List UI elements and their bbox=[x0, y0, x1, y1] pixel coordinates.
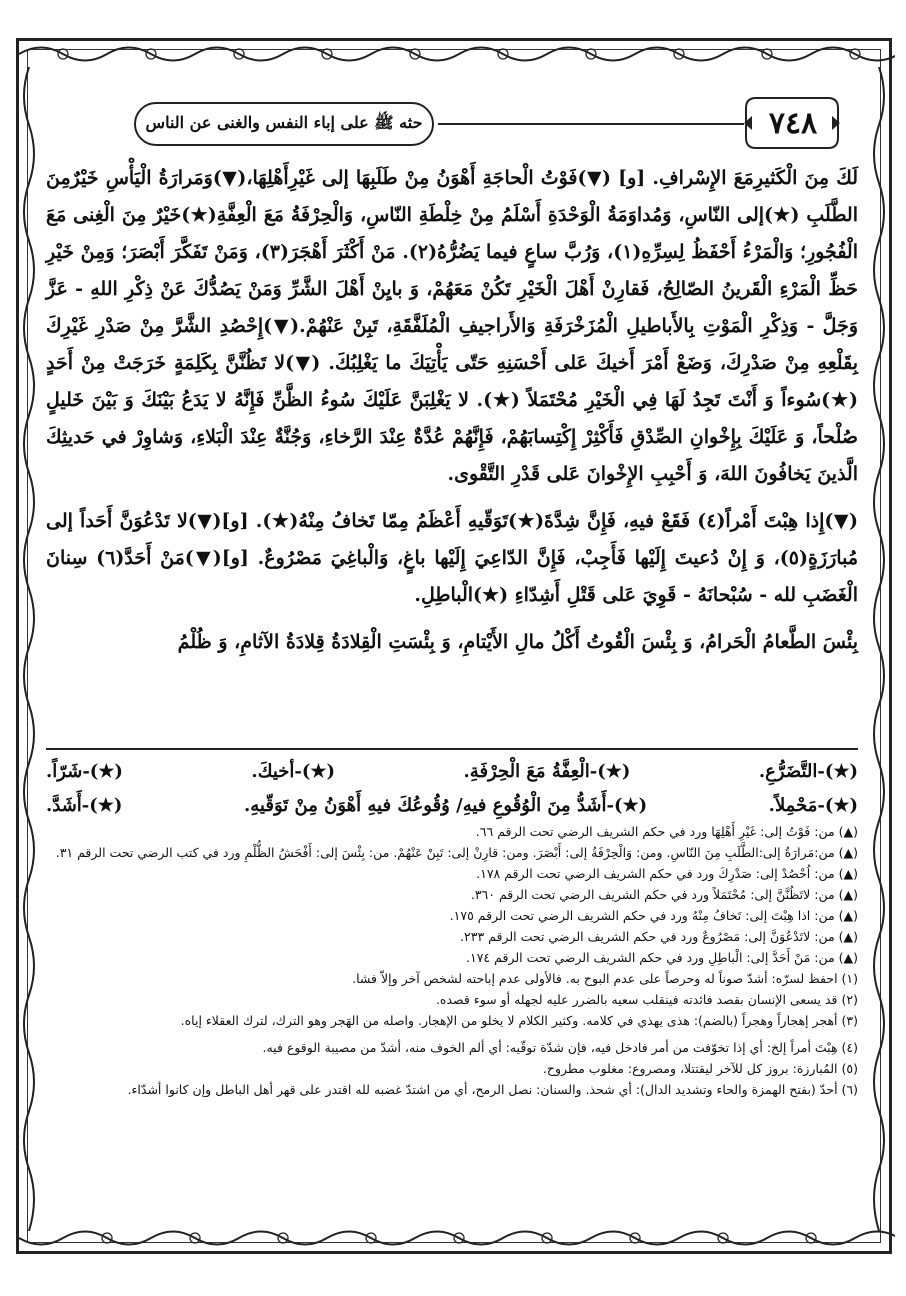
source-note: (▲) من: لاتَظُنَّنَّ إلى: مُحْتَمَلاً ورد في حكم الشريف الرضي تحت الرقم ٣٦٠. bbox=[470, 887, 858, 902]
variants-row-2 bbox=[46, 788, 858, 822]
footnote: (٣) أهجر إهجاراً وهجراً (بالضم): هذى يهذي في كلامه. وكثير الكلام لا يخلو من الإهجار. واصله من الهَجر وهو الترك، لترك العقلاء إياه. bbox=[180, 1013, 858, 1028]
chapter-title: حثه ﷺ على إباء النفس والغنى عن الناس bbox=[134, 102, 434, 146]
left-vine-ornament bbox=[19, 67, 39, 1231]
variant-item: (★)-أَشَدُّ مِنَ الْوُقُوعِ فيهِ/ وُقُوعُكَ فيهِ أَهْوَنُ مِنْ تَوَقّيهِ. bbox=[243, 794, 648, 816]
variant-item: (★)-شَرّاً. bbox=[46, 760, 123, 782]
variant-item: (★)-الْعِفَّةُ مَعَ الْحِرْفَةِ. bbox=[463, 760, 631, 782]
source-note: (▲) من: اذا هِبْتَ إلى: تَخافُ مِنْهُ ورد في حكم الشريف الرضي تحت الرقم ١٧٥. bbox=[449, 908, 858, 923]
footnotes bbox=[46, 822, 858, 1101]
footnote: (٤) هِبْتَ أمراً إلخ: أي إذا تخوّفت من أمر فادخل فيه، فإن شدّة توقّيه: أي ألم الخوف منه، أشدّ من مصيبة الوقوع فيه. bbox=[262, 1040, 858, 1055]
footnote: (٦) أحدّ (بفتح الهمزة والحاء وتشديد الدال): أي شحذ. والسنان: نصل الرمح، أي من اشتدّ غضبه لله اقتدر على قهر أهل الباطل وإن كانوا أشدّاء. bbox=[127, 1082, 858, 1097]
page-header bbox=[120, 94, 840, 154]
source-note: (▲) من: لاتَدْعُوَنَّ إلى: مَصْرُوعٌ ورد في حكم الشريف الرضي تحت الرقم ٢٣٣. bbox=[460, 929, 858, 944]
main-text bbox=[46, 160, 858, 661]
paragraph-1: لَكَ مِنَ الْكَثيرِمَعَ الإِسْرافِ. [و] (▼)فَوْتُ الْحاجَةِ أَهْوَنُ مِنْ طَلَبِهَا إلى غَيْرِأَهْلِهَا،(▼)وَمَرارَةُ الْيَأْسِ خَيْرٌمِنَ الطَّلَبِ (★)إلى النّاسِ، وَمُداوَمَةُ الْوَحْدَةِ أَسْلَمُ مِنْ خِلْطَةِ النّاسِ، وَالْحِرْفَةُ مَعَ الْعِفَّةِ(★)خَيْرٌ مِنَ الْغِنى مَعَ الْفُجُورِ؛ وَالْمَرْءُ أَحْفَظُ لِسِرِّهِ(١)، وَرُبَّ ساعٍ فيما يَضُرُّهُ(٢). مَنْ أَكْثَرَ أَهْجَرَ(٣)، وَمَنْ تَفَكَّرَ أَبْصَرَ؛ وَمِنْ خَيْرِ حَظِّ الْمَرْءِ الْقَرينُ الصّالِحُ، فَقارِنْ أَهْلَ الْخَيْرِ تَكُنْ مَعَهُمْ، وَ بايِنْ أَهْلَ الشَّرِّ وَمَنْ يَصُدُّكَ عَنْ ذِكْرِ اللهِ - عَزَّ وَجَلَّ - وَذِكْرِ الْمَوْتِ بِالأَباطيلِ الْمُزَخْرَفَةِ وَالأَراجيفِ الْمُلَفَّقَةِ، تَبِنْ عَنْهُمْ.(▼)إِحْصُدِ الشَّرَّ مِنْ صَدْرِ غَيْرِكَ بِقَلْعِهِ مِنْ صَدْرِكَ، وَضَعْ أَمْرَ أَخيكَ عَلى أَحْسَنِهِ حَتّى يَأْتِيَكَ ما يَغْلِبُكَ. (▼)لا تَظُنَّنَّ بِكَلِمَةٍ خَرَجَتْ مِنْ أَحَدٍ (★)سُوءاً وَ أَنْتَ تَجِدُ لَهَا فِي الْخَيْرِ مُحْتَمَلاً (★). لا يَغْلِبَنَّ عَلَيْكَ سُوءُ الظَّنِّ فَإِنَّهُ لا يَدَعُ بَيْنَكَ وَ بَيْنَ خَليلٍ صُلْحاً، وَ عَلَيْكَ بِإِخْوانِ الصِّدْقِ فَأَكْثِرْ إِكْتِسابَهُمْ، فَإِنَّهُمْ عُدَّةٌ عِنْدَ الرَّخاءِ، وَجُنَّةٌ عِنْدَ الْبَلاءِ، وَشاوِرْ في حَديثِكَ الَّذينَ يَخافُونَ اللهَ، وَ أَحْبِبِ الإِخْوانَ عَلى قَدْرِ التَّقْوى. bbox=[46, 167, 859, 485]
top-vine-ornament bbox=[19, 41, 895, 67]
variant-readings bbox=[46, 754, 858, 822]
variants-divider bbox=[46, 748, 858, 750]
header-rule bbox=[438, 123, 744, 125]
variant-item: (★)-مَحْمِلاً. bbox=[768, 794, 858, 816]
paragraph-2: (▼)إِذا هِبْتَ أَمْراً(٤) فَقَعْ فيهِ، فَإِنَّ شِدَّةَ(★)تَوَقّيهِ أَعْظَمُ مِمّا تَخافُ مِنْهُ(★). [و](▼)لا تَدْعُوَنَّ أَحَداً إلى مُبارَزَةٍ(٥)، وَ إِنْ دُعيتَ إِلَيْها فَأَجِبْ، فَإِنَّ الدّاعِيَ إِلَيْها باغٍ، وَالْباغِيَ مَصْرُوعٌ. [و](▼)مَنْ أَحَدَّ(٦) سِنانَ الْغَضَبِ لله - سُبْحانَهُ - قَوِيَ عَلى قَتْلِ أَشِدّاءِ (★)الْباطِلِ. bbox=[46, 510, 858, 606]
source-note: (▲) من: مَنْ أَحَدَّ إلى: الْباطِلِ ورد في حكم الشريف الرضي تحت الرقم ١٧٤. bbox=[466, 950, 858, 965]
source-note: (▲) من: اُحْصُدْ إلى: صَدْرِكَ ورد في حكم الشريف الرضي تحت الرقم ١٧٨. bbox=[476, 866, 858, 881]
footnote: (٢) قد يسعى الإنسان بقصد فائدته فينقلب سعيه بالضرر عليه لجهله أو سوء قصده. bbox=[435, 992, 858, 1007]
footnote: (١) احفظ لسرّه: أشدّ صوناً له وحرصاً على عدم البوح به. فالأولى عدم إباحته لشخص آخر وإلاّ فشا. bbox=[352, 971, 858, 986]
bottom-vine-ornament bbox=[19, 1225, 895, 1251]
variants-row-1 bbox=[46, 754, 858, 788]
paragraph-3: بِئْسَ الطَّعامُ الْحَرامُ، وَ بِئْسَ الْقُوتُ أَكْلُ مالِ الأَيْتامِ، وَ بِئْسَتِ الْقِلادَةُ قِلادَةُ الآثامِ، وَ ظُلْمُ bbox=[177, 631, 858, 653]
source-note: (▲) من:مَرارَةُ إلى:الطَّلَبِ مِنَ النّاسِ. ومن: وَالْحِرْفَةُ إلى: أَبْصَرَ. ومن: قارِنْ إلى: تَبِنْ عَنْهُمْ. من: بِئْسَ إلى: أَفْحَشُ الظُّلْمِ ورد في كتب الرضي تحت الرقم ٣١. bbox=[55, 845, 858, 860]
variant-item: (★)-أخيكَ. bbox=[251, 760, 336, 782]
source-note: (▲) من: فَوْتُ إلى: غَيْرِ أَهْلِهَا ورد في حكم الشريف الرضي تحت الرقم ٦٦. bbox=[475, 824, 858, 839]
page-number: ٧٤٨ bbox=[768, 105, 818, 141]
right-vine-ornament bbox=[869, 67, 889, 1231]
variant-item: (★)-التَّضَرُّعِ. bbox=[758, 760, 858, 782]
footnote: (٥) المُبارزة: بروز كل للآخر ليقتتلا، ومصروع: مغلوب مطروح. bbox=[542, 1061, 858, 1076]
variant-item: (★)-أَشَدَّ. bbox=[46, 794, 123, 816]
